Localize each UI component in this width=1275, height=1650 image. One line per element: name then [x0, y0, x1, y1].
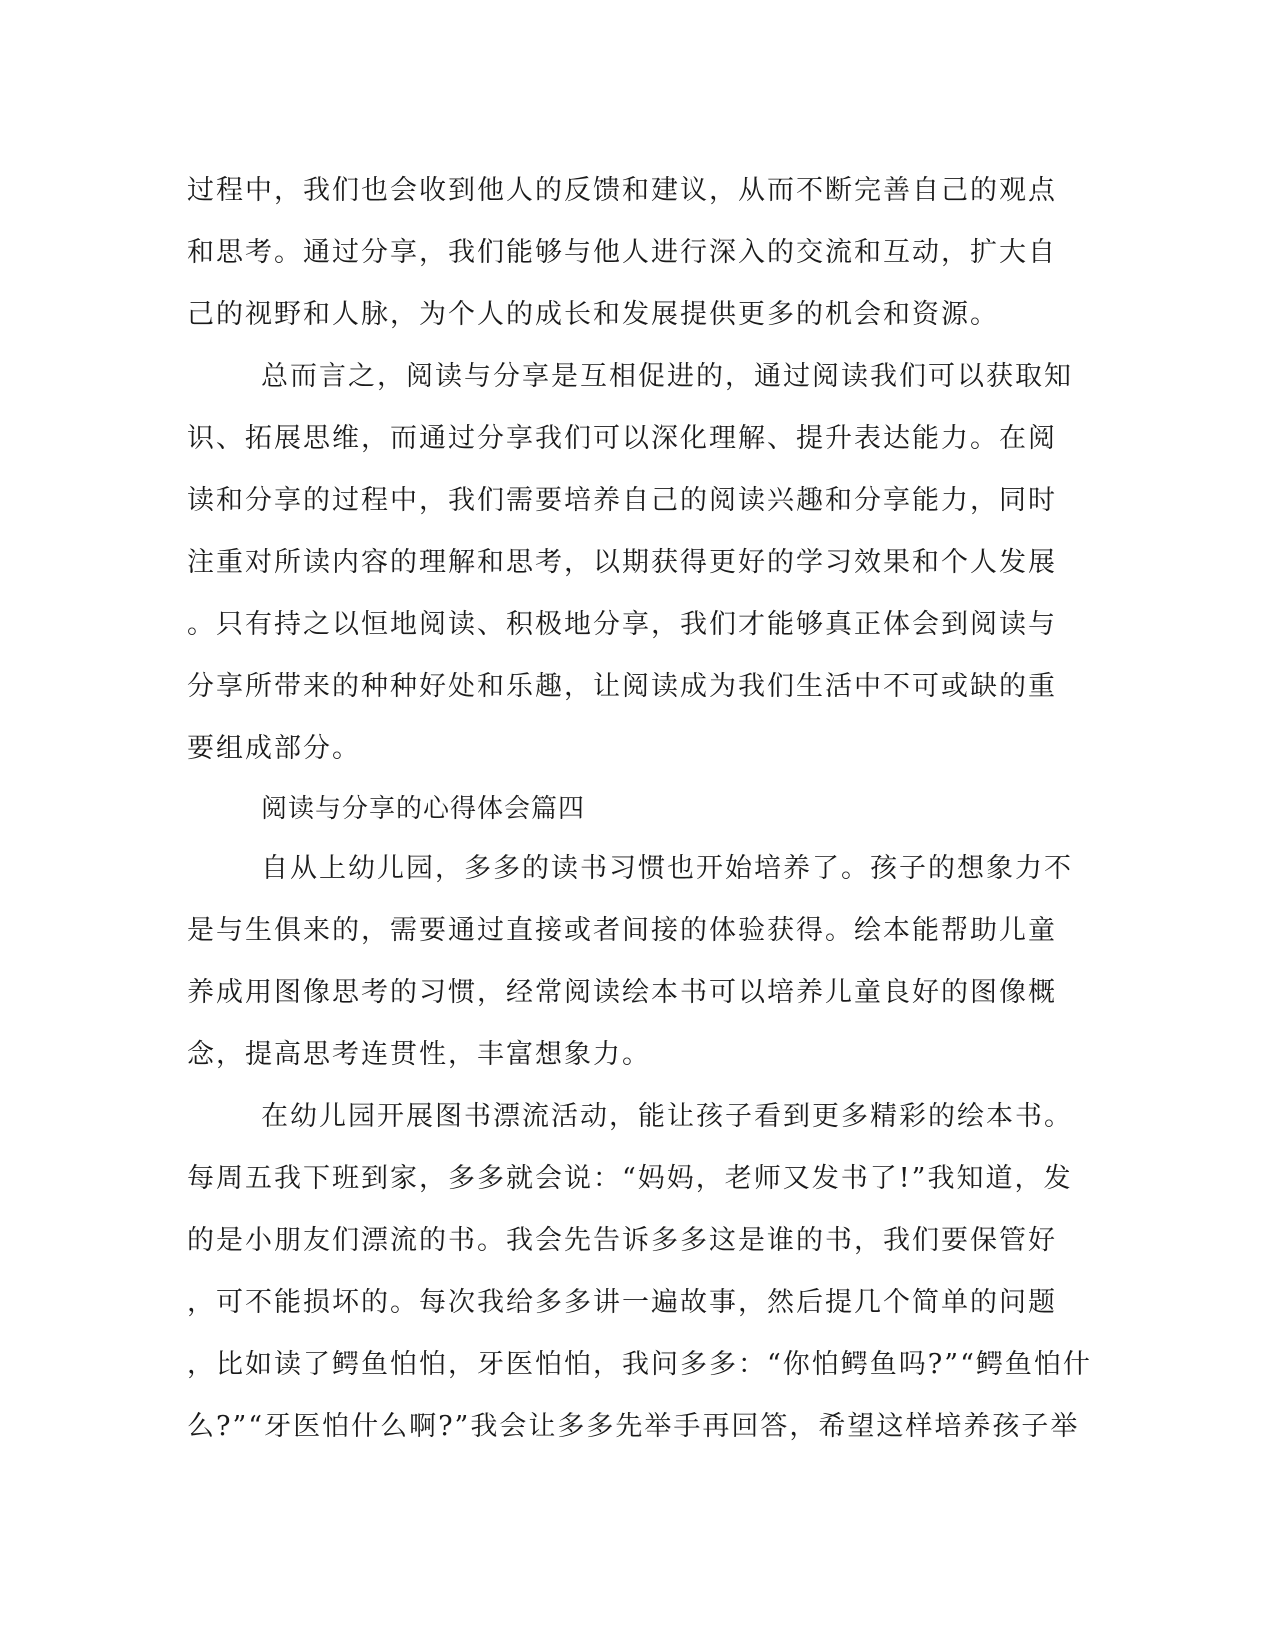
- text-line: ，比如读了鳄鱼怕怕，牙医怕怕，我问多多：“你怕鳄鱼吗?”“鳄鱼怕什: [187, 1349, 1092, 1380]
- paragraph-3: [187, 838, 1073, 1086]
- text-line: 注重对所读内容的理解和思考，以期获得更好的学习效果和个人发展: [187, 547, 1057, 578]
- text-line: 养成用图像思考的习惯，经常阅读绘本书可以培养儿童良好的图像概: [187, 977, 1057, 1008]
- text-line: 是与生俱来的，需要通过直接或者间接的体验获得。绘本能帮助儿童: [187, 915, 1057, 946]
- text-line: 总而言之，阅读与分享是互相促进的，通过阅读我们可以获取知: [261, 361, 1073, 392]
- text-line: 念，提高思考连贯性，丰富想象力。: [187, 1039, 651, 1070]
- text-line: 在幼儿园开展图书漂流活动，能让孩子看到更多精彩的绘本书。: [261, 1101, 1073, 1132]
- text-line: 过程中，我们也会收到他人的反馈和建议，从而不断完善自己的观点: [187, 175, 1057, 206]
- text-line: 识、拓展思维，而通过分享我们可以深化理解、提升表达能力。在阅: [187, 423, 1057, 454]
- paragraph-2: [187, 346, 1073, 780]
- text-line: 己的视野和人脉，为个人的成长和发展提供更多的机会和资源。: [187, 299, 999, 330]
- text-line: 要组成部分。: [187, 733, 361, 764]
- text-line: 每周五我下班到家，多多就会说：“妈妈，老师又发书了!”我知道，发: [187, 1163, 1073, 1194]
- text-line: 么?”“牙医怕什么啊?”我会让多多先举手再回答，希望这样培养孩子举: [187, 1411, 1080, 1442]
- text-line: 。只有持之以恒地阅读、积极地分享，我们才能够真正体会到阅读与: [187, 609, 1057, 640]
- text-line: 读和分享的过程中，我们需要培养自己的阅读兴趣和分享能力，同时: [187, 485, 1057, 516]
- paragraph-1: [187, 160, 1067, 346]
- paragraph-4: [187, 1086, 1092, 1458]
- text-line: 自从上幼儿园，多多的读书习惯也开始培养了。孩子的想象力不: [261, 853, 1073, 884]
- text-line: ，可不能损坏的。每次我给多多讲一遍故事，然后提几个简单的问题: [187, 1287, 1057, 1318]
- text-line: 分享所带来的种种好处和乐趣，让阅读成为我们生活中不可或缺的重: [187, 671, 1057, 702]
- section-heading: 阅读与分享的心得体会篇四: [261, 794, 586, 824]
- text-line: 和思考。通过分享，我们能够与他人进行深入的交流和互动，扩大自: [187, 237, 1057, 268]
- document-body: [187, 160, 1092, 1458]
- text-line: 的是小朋友们漂流的书。我会先告诉多多这是谁的书，我们要保管好: [187, 1225, 1057, 1256]
